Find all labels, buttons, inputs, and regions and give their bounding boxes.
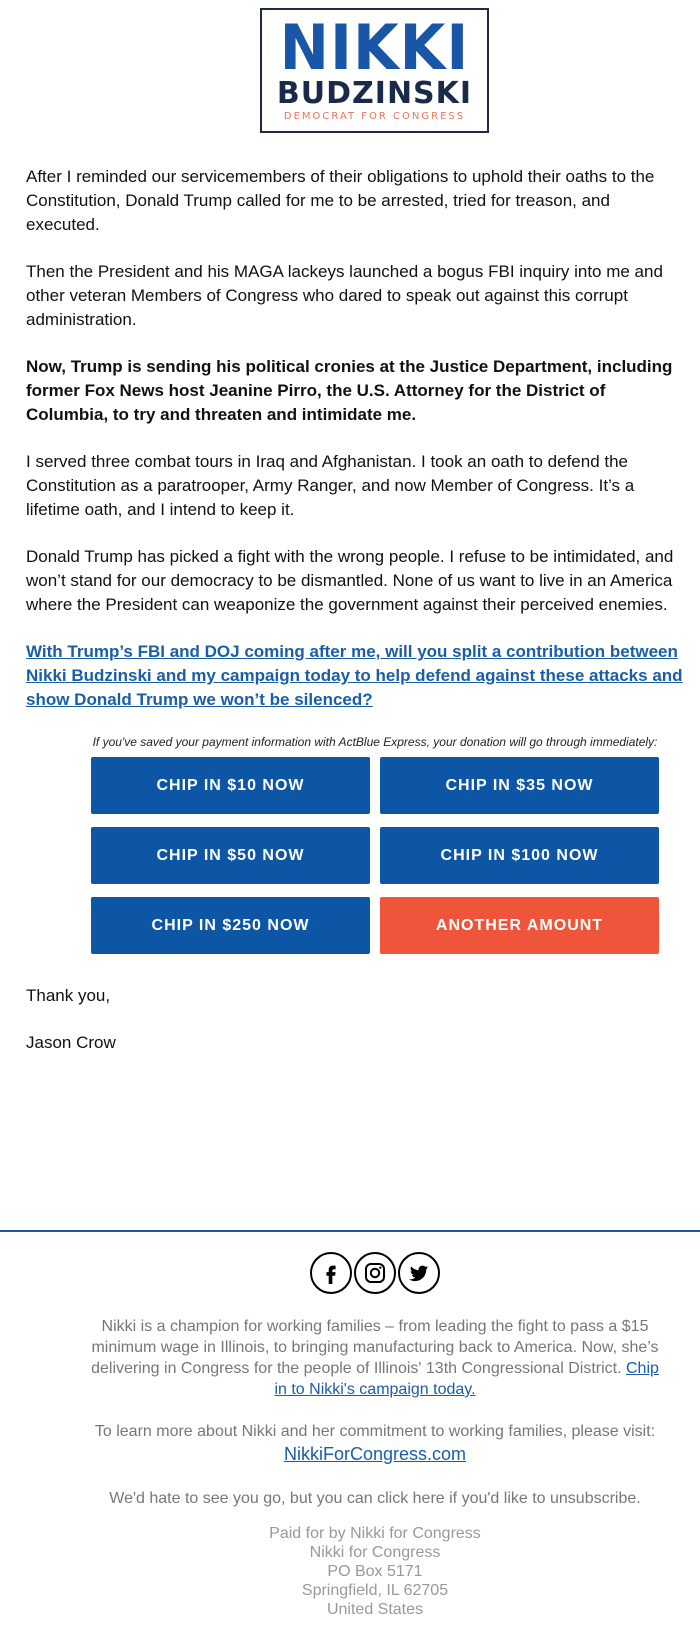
cta-link[interactable]: Nikki Budzinski and my campaign today to help defend against these attacks and [26,666,683,685]
logo-tagline: DEMOCRAT FOR CONGRESS [283,111,466,122]
signoff-thanks: Thank you, [26,986,111,1005]
paragraph-5 [26,545,700,617]
paragraph-2 [26,260,700,332]
chip-in-link[interactable]: in to Nikki's campaign today. [274,1381,476,1398]
paragraph-line: Constitution, Donald Trump called for me to be arrested, tried for treason, and [26,191,610,210]
learn-more-text: To learn more about Nikki and her commitment to working families, please visit: [94,1423,656,1440]
cta-link[interactable]: show Donald Trump we won’t be silenced? [26,690,373,709]
footer-line: minimum wage in Illinois, to bringing manufacturing back to America. Now, she’s [91,1339,659,1356]
footer-line: Nikki is a champion for working families – from leading the fight to pass a $15 [101,1318,649,1335]
chip-in-10-button[interactable]: CHIP IN $10 NOW [91,757,370,814]
paragraph-line: Donald Trump has picked a fight with the wrong people. I refuse to be intimidated, and [26,547,674,566]
chip-in-100-button[interactable]: CHIP IN $100 NOW [380,827,659,884]
facebook-icon[interactable] [310,1252,352,1294]
paragraph-4 [26,450,700,522]
footer-about [80,1316,670,1400]
paragraph-line: won’t stand for our democracy to be dismantled. None of us want to live in an America [26,571,673,590]
cta-link[interactable]: With Trump’s FBI and DOJ coming after me, will you split a contribution between [26,642,678,661]
paragraph-line: Constitution as a paratrooper, Army Ranger, and now Member of Congress. It’s a [26,476,635,495]
paragraph-line: After I reminded our servicemembers of their obligations to uphold their oaths to the [26,167,655,186]
disclaimer-line: Springfield, IL 62705 [301,1582,449,1599]
unsubscribe-text[interactable]: We'd hate to see you go, but you can click here if you'd like to unsubscribe. [109,1490,641,1507]
cta-paragraph [26,640,700,712]
footer-line: delivering in Congress for the people of Illinois' 13th Congressional District. [91,1360,626,1377]
actblue-note: If you've saved your payment information with ActBlue Express, your donation will go through immediately: [92,735,658,749]
footer-learn-more [80,1421,670,1466]
disclaimer-line: PO Box 5171 [327,1563,423,1580]
paragraph-line: administration. [26,310,137,329]
paid-for-disclaimer [80,1524,670,1619]
paragraph-line: lifetime oath, and I intend to keep it. [26,500,295,519]
paragraph-line: Columbia, to try and threaten and intimidate me. [26,405,417,424]
chip-in-35-button[interactable]: CHIP IN $35 NOW [380,757,659,814]
logo-first-name: NIKKI [279,11,470,84]
paragraph-line: executed. [26,215,100,234]
campaign-logo [260,8,489,133]
disclaimer-line: Nikki for Congress [309,1544,441,1561]
footer-divider [0,1230,700,1232]
paragraph-line: I served three combat tours in Iraq and Afghanistan. I took an oath to defend the [26,452,629,471]
social-links [310,1252,440,1294]
twitter-icon[interactable] [398,1252,440,1294]
paragraph-line: Then the President and his MAGA lackeys launched a bogus FBI inquiry into me and [26,262,663,281]
chip-in-50-button[interactable]: CHIP IN $50 NOW [91,827,370,884]
chip-in-link[interactable]: Chip [625,1360,659,1377]
disclaimer-line: Paid for by Nikki for Congress [269,1525,481,1542]
paragraph-line: Now, Trump is sending his political cronies at the Justice Department, including [26,357,673,376]
signoff-name: Jason Crow [26,1033,116,1052]
chip-in-250-button[interactable]: CHIP IN $250 NOW [91,897,370,954]
logo-last-name: BUDZINSKI [276,76,473,111]
paragraph-line: where the President can weaponize the government against their perceived enemies. [26,595,668,614]
paragraph-1 [26,165,700,237]
another-amount-button[interactable]: ANOTHER AMOUNT [380,897,659,954]
instagram-icon[interactable] [354,1252,396,1294]
disclaimer-line: United States [326,1601,424,1618]
paragraph-line: other veteran Members of Congress who dared to speak out against this corrupt [26,286,628,305]
website-link[interactable]: NikkiForCongress.com [283,1444,467,1464]
paragraph-line: former Fox News host Jeanine Pirro, the U.S. Attorney for the District of [26,381,606,400]
paragraph-3 [26,355,700,427]
